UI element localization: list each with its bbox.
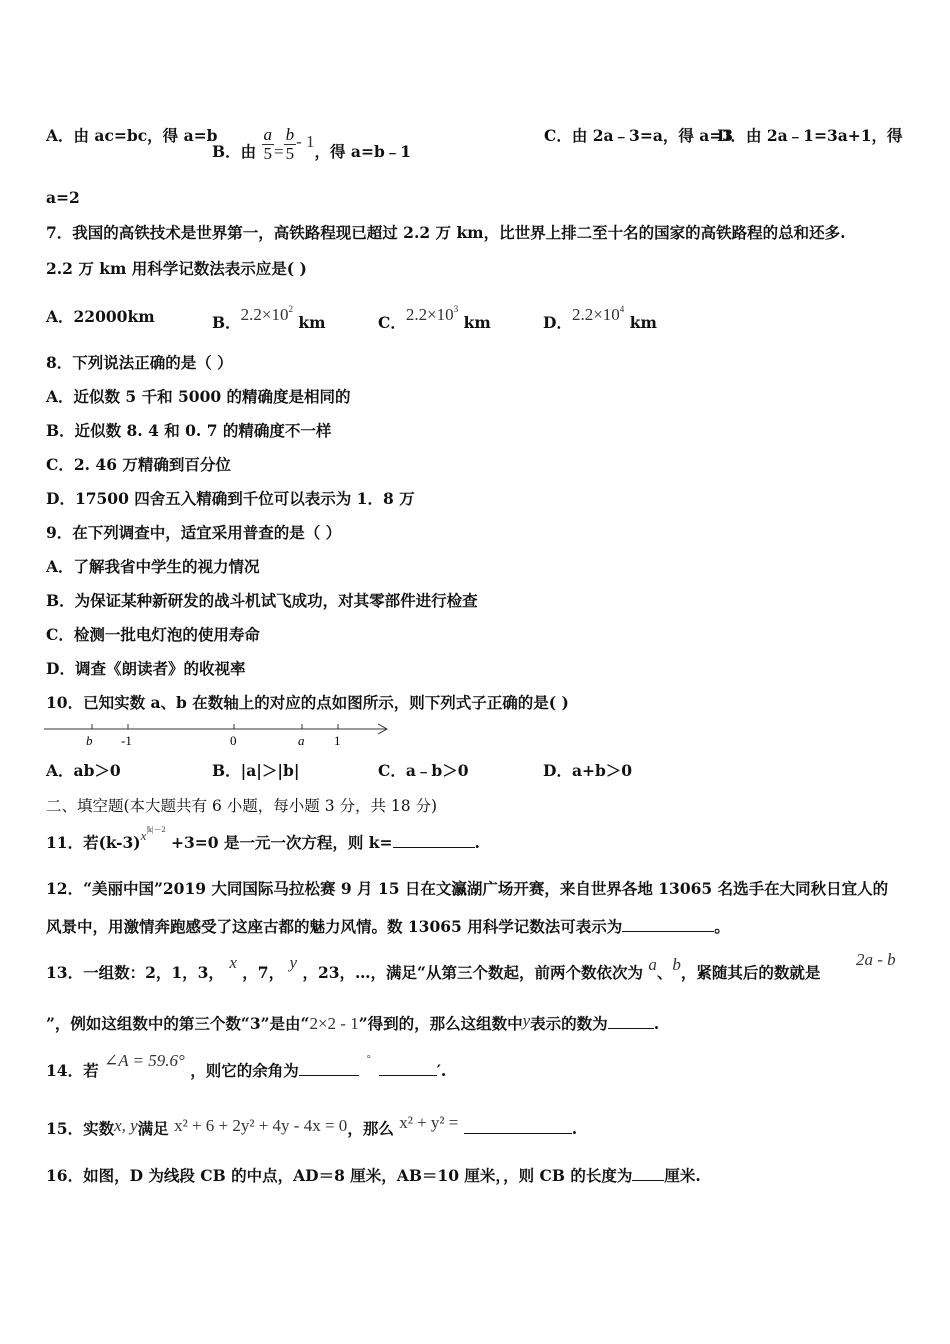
q10-option-b: B．|a|＞|b| [212,761,300,780]
q13-part2: ，7， [242,963,285,982]
q13-sep: 、 [656,963,673,982]
q7-option-c-math: 2.2×10 [405,305,454,324]
q16 [46,1166,701,1186]
q14-expression: ∠A = 59.6° [103,1051,185,1070]
q13-y: y [289,953,298,972]
q7-option-b [212,304,326,333]
q7-option-b-label: B． [212,313,241,332]
q14-mid: ，则它的余角为 [190,1061,299,1080]
q12-line1: 12．“美丽中国”2019 大同国际马拉松赛 9 月 15 日在文瀛湖广场开赛，来自世界各地 13065 名选手在大同秋日宜人的 [46,879,889,898]
q13-line2c: 表示的数为 [530,1014,608,1033]
q9-option-c: C．检测一批电灯泡的使用寿命 [46,625,260,644]
q9-option-a: A．了解我省中学生的视力情况 [46,557,260,576]
q13-a: a [648,955,657,974]
q7-stem-line2: 2.2 万 km 用科学记数法表示应是( ) [46,259,307,278]
q12-line2 [46,917,730,937]
q16-text: 16．如图，D 为线段 CB 的中点，AD＝8 厘米，AB＝10 厘米，，则 CB 的长度为 [46,1166,633,1185]
q14-prefix: 14．若 [46,1061,99,1080]
q9-option-b: B．为保证某种新研发的战斗机试飞成功，对其零部件进行检查 [46,591,478,610]
q7-option-c [378,304,491,333]
q15-equation: x² + 6 + 2y² + 4y - 4x = 0 [174,1116,348,1135]
q7-option-d-label: D． [543,313,572,332]
q6-frac2-num: b [285,125,295,144]
q15-end: . [571,1119,578,1138]
q13-part3: ，23，…，满足“从第三个数起，前两个数依次为 [302,963,643,982]
q11-exponent: |k|－2 [146,825,166,834]
q14-degree-sign: ° [366,1054,371,1065]
q8-option-a: A．近似数 5 千和 5000 的精确度是相同的 [46,387,351,406]
q15-prefix: 15．实数 [46,1119,115,1138]
q6-option-b-label: B．由 [212,142,257,161]
q15 [46,1113,578,1139]
q11-suffix: +3=0 是一元一次方程，则 k= [170,833,393,852]
q10-stem: 10．已知实数 a、b 在数轴上的对应的点如图所示，则下列式子正确的是( ) [46,693,569,712]
q13-b: b [672,955,681,974]
q6-option-b-result: ，得 a=b﹣1 [314,142,412,161]
axis-label-zero: 0 [230,733,237,748]
q15-mid: 满足 [137,1119,169,1138]
q6-frac1-den: 5 [263,144,273,163]
q12-line2-text: 风景中，用激情奔跑感受了这座古都的魅力风情。数 13065 用科学记数法可表示为 [46,917,623,936]
q13-line2b: ”得到的，那么这组数中 [358,1014,523,1033]
q6-frac1-num: a [263,125,273,144]
axis-label-b: b [86,733,93,748]
axis-label-minus-one: -1 [121,733,132,748]
q13-part4: ，紧随其后的数就是 [680,963,821,982]
q7-stem-line1: 7．我国的高铁技术是世界第一，高铁路程现已超过 2.2 万 km，比世界上排二至十名的国家的高铁路程的总和还多. [46,223,846,242]
q13-y2: y [522,1011,531,1030]
axis-label-a: a [298,733,305,748]
q8-option-c: C．2. 46 万精确到百分位 [46,455,231,474]
section-two-heading: 二、填空题(本大题共有 6 小题，每小题 3 分，共 18 分) [46,797,438,815]
q13-line2 [46,1011,660,1034]
q7-option-c-unit: km [463,313,491,332]
q7-option-d-math: 2.2×10 [571,305,620,324]
q7-option-d-unit: km [629,313,657,332]
q6-fraction-b5 [284,126,297,163]
q14 [46,1051,447,1084]
q11-end: . [474,833,480,852]
q7-option-d-exp: 4 [619,304,625,314]
q13-expression: 2a - b [856,950,896,969]
q13-answer-blank[interactable] [608,1028,654,1029]
q8-option-d: D．17500 四舍五入精确到千位可以表示为 1．8 万 [46,489,415,508]
q7-option-c-label: C． [378,313,406,332]
q6-option-a: A．由 ac=bc，得 a=b [46,126,218,145]
q10-option-d: D．a+b＞0 [543,761,633,780]
q14-degree-blank[interactable] [299,1075,359,1076]
q7-option-b-math: 2.2×10 [240,305,289,324]
q6-option-c: C．由 2a﹣3=a，得 a=3 [544,126,734,145]
q10-option-c: C．a﹣b＞0 [378,761,469,780]
q6-fraction-a5 [262,126,275,163]
q6-option-d: D．由 2a﹣1=3a+1，得 [717,126,903,145]
q7-option-b-unit: km [298,313,326,332]
q13-example-expr: 2×2 - 1 [309,1014,359,1033]
q9-stem: 9．在下列调查中，适宜采用普查的是（ ） [46,523,342,542]
q13-end: . [653,1014,660,1033]
q8-stem: 8．下列说法正确的是（ ） [46,353,233,372]
q16-answer-blank[interactable] [632,1180,664,1181]
q11-answer-blank[interactable] [393,847,475,848]
q12-answer-blank[interactable] [622,931,714,932]
q13-part1: 13．一组数：2，1，3， [46,963,224,982]
q9-option-d: D．调查《朗读者》的收视率 [46,659,246,678]
q6-option-b [212,126,411,163]
q7-option-c-exp: 3 [453,304,459,314]
q6-equals: = [274,142,284,161]
q7-option-a: A．22000km [46,307,155,326]
q6-frac2-den: 5 [285,144,295,163]
q6-minus-one: - 1 [296,132,315,151]
q15-target: x² + y² = [399,1113,459,1132]
q14-end: ′. [436,1061,447,1080]
q13-line1 [46,953,821,983]
q16-end: 厘米. [664,1166,701,1185]
number-line-figure [44,720,394,752]
q15-mid2: ，那么 [347,1119,394,1138]
q10-option-a: A．ab＞0 [46,761,121,780]
q12-end: 。 [714,917,730,936]
q15-vars: x, y [114,1116,138,1135]
q11-prefix: 11．若(k-3) [46,833,141,852]
q7-option-b-exp: 2 [288,304,293,314]
q6-option-d-cont: a=2 [46,188,80,207]
q15-answer-blank[interactable] [464,1133,572,1134]
q7-option-d [543,304,657,333]
q8-option-b: B．近似数 8. 4 和 0. 7 的精确度不一样 [46,421,332,440]
q13-x: x [229,953,237,972]
q13-line2a: ”，例如这组数中的第三个数“3”是由“ [46,1014,310,1033]
q11 [46,825,480,856]
q14-minute-blank[interactable] [379,1075,437,1076]
q11-x: x [140,828,147,843]
axis-label-one: 1 [334,733,341,748]
